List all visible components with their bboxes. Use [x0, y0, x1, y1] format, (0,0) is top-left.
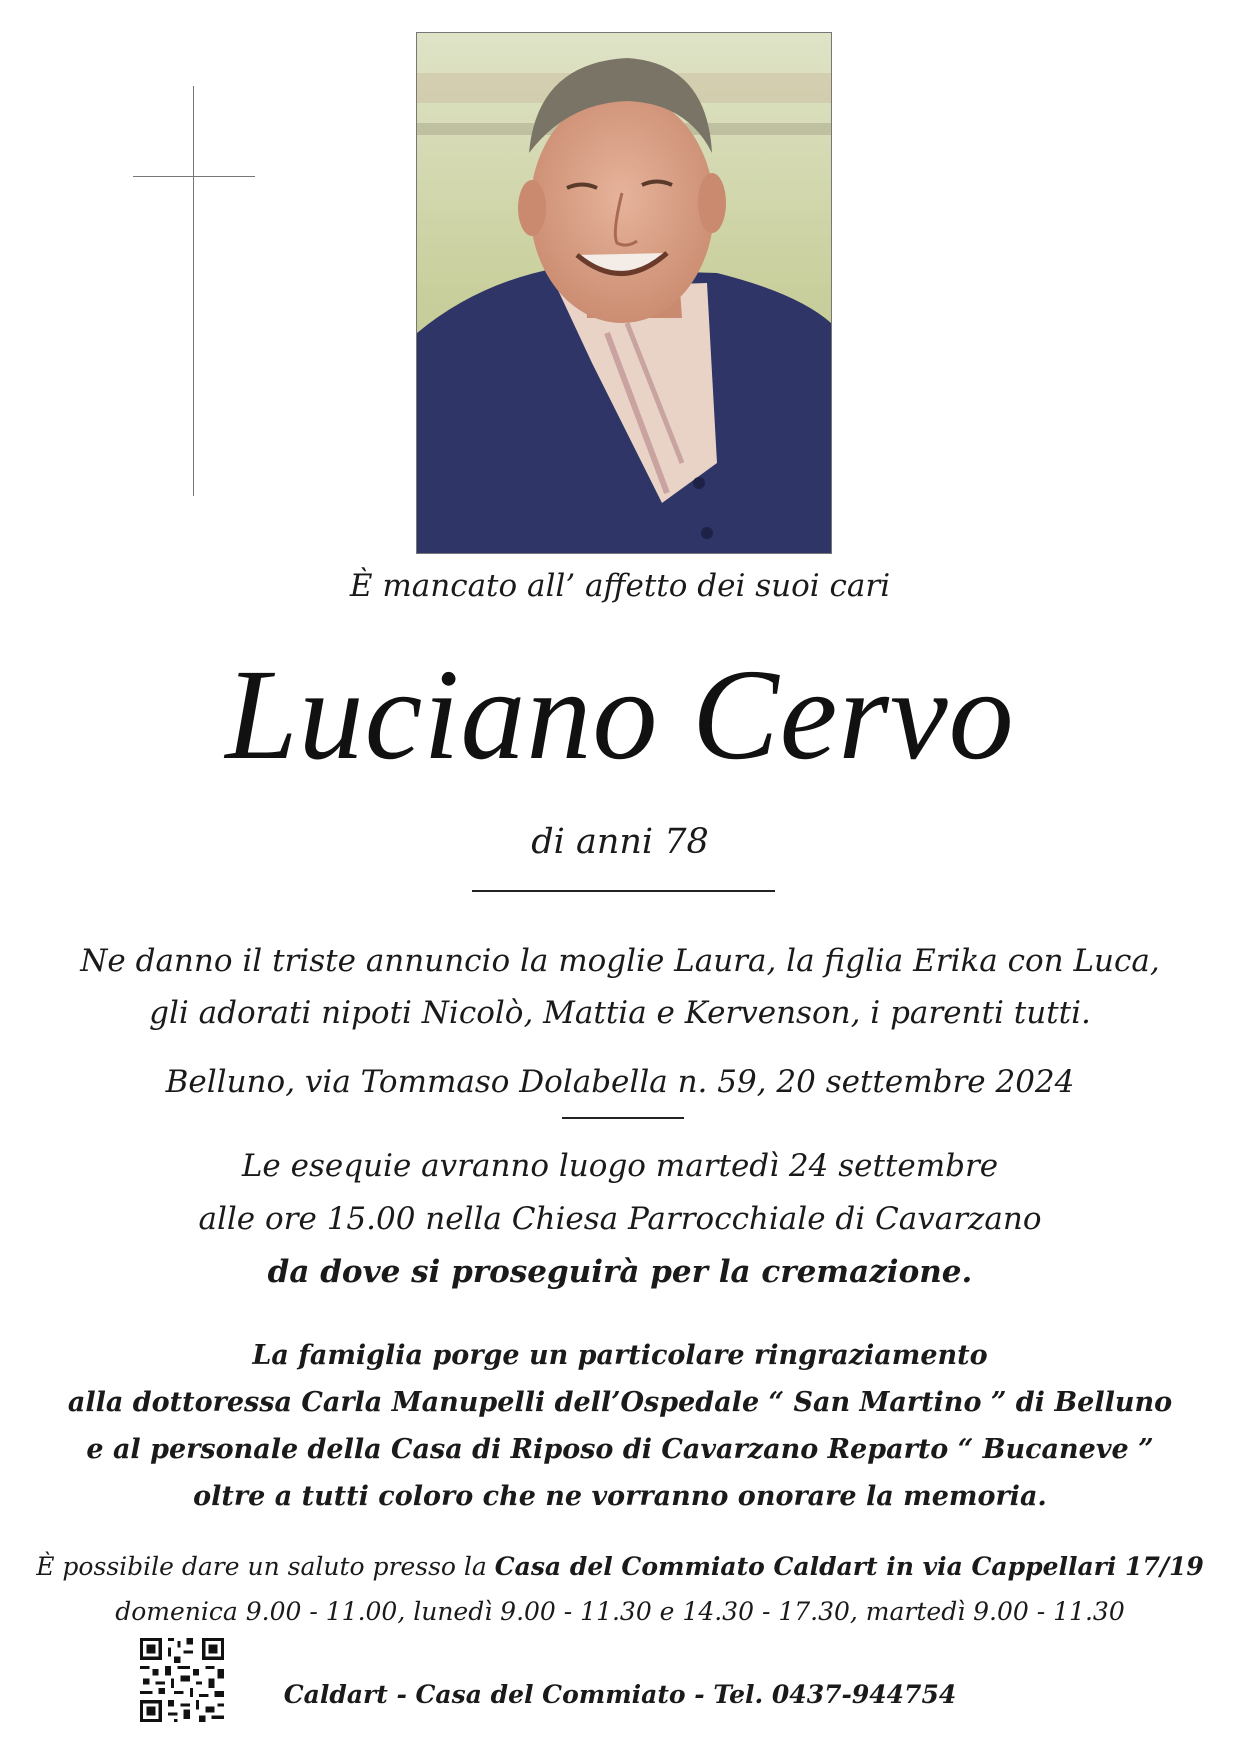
announcement-line: Ne danno il triste annuncio la moglie Laura, la figlia Erika con Luca, — [80, 943, 1160, 979]
thanks-block — [0, 1332, 1240, 1520]
footer-contact: Caldart - Casa del Commiato - Tel. 0437-944754 — [283, 1680, 957, 1709]
visit-location-line — [0, 1544, 1240, 1589]
thanks-line: La famiglia porge un particolare ringraziamento — [252, 1340, 988, 1371]
funeral-info — [0, 1140, 1240, 1299]
place-date: Belluno, via Tommaso Dolabella n. 59, 20 settembre 2024 — [165, 1064, 1075, 1100]
announcement-line: gli adorati nipoti Nicolò, Mattia e Kervenson, i parenti tutti. — [149, 995, 1091, 1031]
age-text: di anni 78 — [531, 822, 709, 862]
thanks-line: oltre a tutti coloro che ne vorranno onorare la memoria. — [193, 1481, 1047, 1512]
visit-hours: domenica 9.00 - 11.00, lunedì 9.00 - 11.30 e 14.30 - 17.30, martedì 9.00 - 11.30 — [115, 1597, 1125, 1626]
cross-icon-vertical — [193, 86, 194, 496]
visit-place: Casa del Commiato Caldart in via Cappellari 17/19 — [494, 1552, 1204, 1581]
thanks-line: alla dottoressa Carla Manupelli dell’Ospedale “ San Martino ” di Belluno — [67, 1387, 1173, 1418]
intro-text: È mancato all’ affetto dei suoi cari — [349, 568, 891, 604]
portrait-photo — [416, 32, 832, 554]
thanks-line: e al personale della Casa di Riposo di Cavarzano Reparto “ Bucaneve ” — [86, 1434, 1154, 1465]
underline-mark — [562, 1117, 684, 1119]
cross-icon-horizontal — [133, 176, 255, 177]
divider-line — [472, 890, 775, 892]
deceased-name: Luciano Cervo — [225, 643, 1015, 787]
funeral-cremation-line: da dove si proseguirà per la cremazione. — [267, 1254, 973, 1290]
announcement — [0, 935, 1240, 1039]
funeral-line: Le esequie avranno luogo martedì 24 settembre — [241, 1148, 999, 1184]
visit-prefix: È possibile dare un saluto presso la — [36, 1552, 495, 1581]
funeral-line: alle ore 15.00 nella Chiesa Parrocchiale di Cavarzano — [198, 1201, 1042, 1237]
visit-info — [0, 1544, 1240, 1634]
